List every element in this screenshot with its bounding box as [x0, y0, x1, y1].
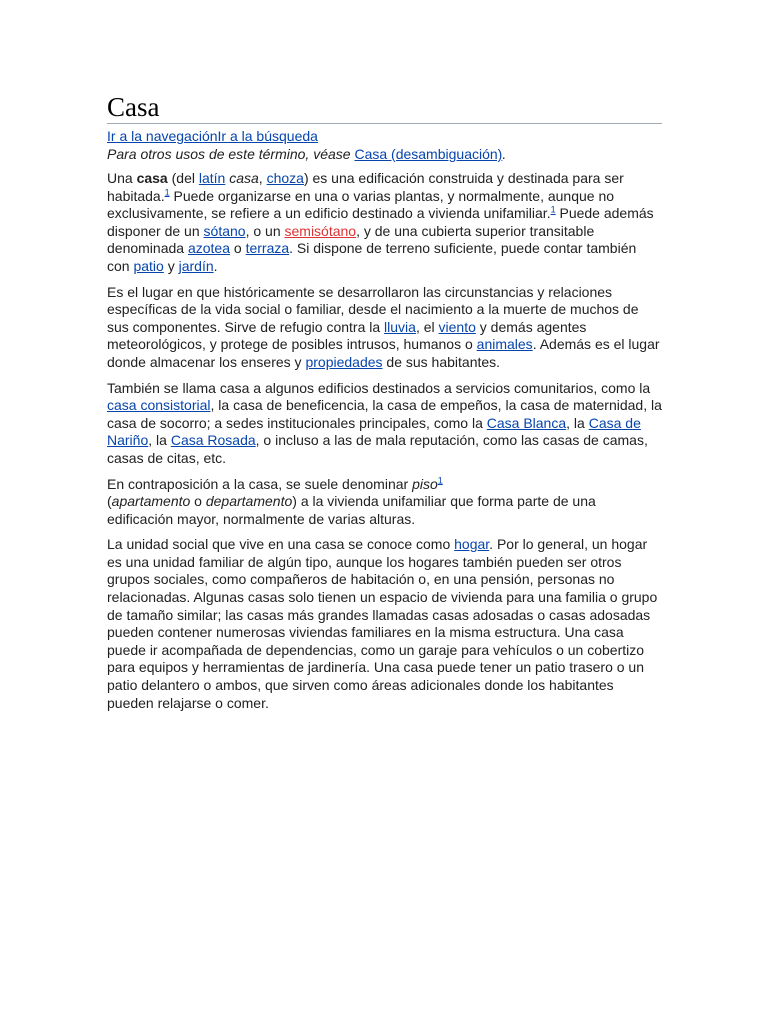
- link-choza[interactable]: choza: [266, 170, 304, 186]
- link-sotano[interactable]: sótano: [203, 222, 246, 239]
- paragraph-1: Una casa (del latín casa, choza) es una edificación construida y destinada para ser habitada.$^1$ Puede organizarse en una o varias plantas, y normalmente, aunque no exclusivamente, se refiere a un edificio destinado a vivienda unifamiliar.$^1$ Puede además disponer de un sótano, o un semisótano, y de una cubierta superior transitable denominada azotea o terraza. Si dispone de terreno suficiente, puede contar también con patio y jardín.: [107, 170, 654, 274]
- disambiguation-link[interactable]: Casa (desambiguación): [354, 146, 503, 162]
- link-casa-consistorial[interactable]: casa consistorial: [107, 397, 211, 414]
- paragraph-4: En contraposición a la casa, se suele denominar piso$^1$ (apartamento o departamento) a la vivienda unifamiliar que forma parte de una edificación mayor, normalmente de varias alturas.: [107, 474, 596, 527]
- link-jardin[interactable]: jardín: [178, 257, 214, 274]
- link-terraza[interactable]: terraza: [245, 240, 290, 257]
- link-patio[interactable]: patio: [133, 257, 164, 274]
- link-semisotano[interactable]: semisótano: [284, 222, 357, 239]
- paragraph-3: También se llama casa a algunos edificios destinados a servicios comunitarios, como la casa consistorial, la casa de beneficencia, la casa de empeños, la casa de maternidad, la casa de socorro; a sedes institucionales principales, como la Casa Blanca, la Casa de Nariño, la Casa Rosada, o incluso a las de mala reputación, como las casas de camas, casas de citas, etc.: [107, 379, 662, 466]
- reference-3[interactable]: 1: [437, 474, 443, 485]
- article: [107, 92, 662, 720]
- jump-to-navigation-link[interactable]: Ir a la navegación: [107, 128, 218, 144]
- link-latin[interactable]: latín: [198, 170, 226, 186]
- page-title: Casa: [107, 92, 662, 124]
- link-azotea[interactable]: azotea: [187, 240, 230, 257]
- bold-term: casa: [136, 170, 168, 186]
- hatnote: Para otros usos de este término, véase Casa (desambiguación).: [107, 146, 507, 162]
- reference-1[interactable]: 1: [164, 186, 170, 197]
- link-casa-blanca[interactable]: Casa Blanca: [486, 414, 567, 431]
- link-casa-rosada[interactable]: Casa Rosada: [170, 432, 256, 449]
- jump-links: [107, 128, 662, 145]
- paragraph-2: Es el lugar en que históricamente se desarrollaron las circunstancias y relaciones específicas de la vida social o familiar, desde el nacimiento a la muerte de muchos de sus componentes. Sirve de refugio contra la lluvia, el viento y demás agentes meteorológicos, y protege de posibles intrusos, humanos o animales. Además es el lugar donde almacenar los enseres y propiedades de sus habitantes.: [107, 283, 660, 370]
- link-animales[interactable]: animales: [476, 336, 533, 353]
- link-lluvia[interactable]: lluvia: [384, 318, 416, 335]
- paragraph-5: La unidad social que vive en una casa se conoce como hogar. Por lo general, un hogar es una unidad familiar de algún tipo, aunque los hogares también pueden ser otros grupos sociales, como compañeros de habitación o, en una pensión, personas no relacionadas. Algunas casas solo tienen un espacio de vivienda para una familia o grupo de tamaño similar; las casas más grandes llamadas casas adosadas o casas adosadas pueden contener numerosas viviendas familiares en la misma estructura. Una casa puede ir acompañada de dependencias, como un garaje para vehículos o un cobertizo para equipos y herramientas de jardinería. Una casa puede tener un patio trasero o un patio delantero o ambos, que sirven como áreas adicionales donde los habitantes pueden relajarse o comer.: [107, 536, 658, 711]
- link-viento[interactable]: viento: [438, 318, 476, 335]
- link-propiedades[interactable]: propiedades: [305, 353, 383, 370]
- reference-2[interactable]: 1: [550, 204, 556, 215]
- link-casa-de-narino[interactable]: Casa de Nariño: [107, 414, 641, 449]
- link-hogar[interactable]: hogar: [454, 536, 490, 553]
- jump-to-search-link[interactable]: Ir a la búsqueda: [217, 128, 318, 144]
